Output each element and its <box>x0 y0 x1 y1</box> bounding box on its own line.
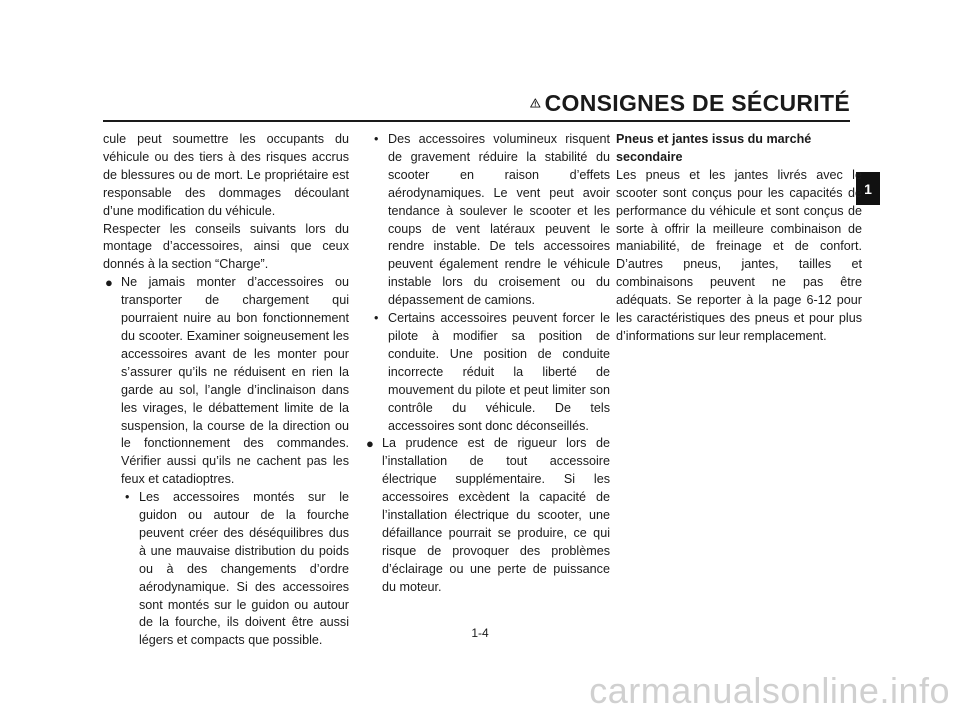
subbullet-text: Certains accessoires peuvent forcer le pilote à modifier sa position de conduite. Une position de conduite incorrecte réduit la liberté de mouvement du pilote et peut limiter son contrôle du véhicule. De tels accessoires sont donc déconseillés. <box>388 311 610 433</box>
watermark: carmanualsonline.info <box>589 670 950 711</box>
bullet-item <box>103 274 349 489</box>
chapter-tab: 1 <box>856 172 880 205</box>
subbullet-text: Les accessoires montés sur le guidon ou autour de la fourche peuvent créer des déséquilibres dus à une mauvaise distribution du poids ou à des changements d’ordre aérodynamique. Si des accessoires sont montés sur le guidon ou autour de la fourche, ils doivent être aussi légers et compacts que possible. <box>139 490 349 648</box>
section-title: CONSIGNES DE SÉCURITÉ <box>544 89 850 116</box>
text-column-1 <box>103 131 349 650</box>
bullet-item <box>364 435 610 596</box>
subbullet-item <box>103 489 349 650</box>
subbullet-marker: • <box>125 490 130 505</box>
text-column-3 <box>616 131 862 346</box>
bullet-marker: ● <box>366 436 374 452</box>
page-header <box>530 86 850 120</box>
subbullet-marker: • <box>374 311 379 326</box>
bullet-marker: ● <box>105 275 113 291</box>
accessories-paragraph: Respecter les conseils suivants lors du montage d’accessoires, ainsi que ceux donnés à la section “Charge”. <box>103 221 349 272</box>
subbullet-item <box>364 131 610 310</box>
text-column-2 <box>364 131 610 597</box>
subbullet-marker: • <box>374 132 379 146</box>
subbullet-item <box>364 310 610 435</box>
bullet-text: La prudence est de rigueur lors de l’installation de tout accessoire électrique supplémentaire. Si les accessoires excèdent la capacité de l’installation électrique du scooter, une défaillance pourrait se produire, ce qui risque de provoquer des problèmes d’éclairage ou une perte de puissance du moteur. <box>382 436 610 594</box>
bullet-text: Ne jamais monter d’accessoires ou transporter de chargement qui pourraient nuire au bon fonctionnement du scooter. Examiner soigneusement les accessoires avant de les monter pour s’assurer qu’ils ne réduisent en rien la garde au sol, l’angle d’inclinaison dans les virages, le débattement limite de la suspension, la course de la direction ou le fonctionnement des commandes. Vérifier aussi qu’ils ne cachent pas les feux et catadioptres. <box>121 275 349 487</box>
subbullet-text: Des accessoires volumineux risquent de gravement réduire la stabilité du scooter en raison d’effets aérodynamiques. Le vent peut avoir tendance à soulever le scooter et les coups de vent latéraux peuvent le rendre instable. De tels accessoires peuvent également rendre le véhicule instable lors du croisement ou du dépassement de camions. <box>388 132 610 308</box>
tires-paragraph: Les pneus et les jantes livrés avec le scooter sont conçus pour les capacités de performance du véhicule et sont conçus de sorte à offrir la meilleure combinaison de maniabilité, de freinage et de confort. D’autres pneus, jantes, tailles et combinaisons peuvent ne pas être adéquats. Se reporter à la page 6-12 pour les caractéristiques des pneus et pour plus d’informations sur leur remplacement. <box>616 167 862 343</box>
page-number: 1-4 <box>471 626 489 640</box>
subsection-heading: Pneus et jantes issus du marché secondaire <box>616 132 812 164</box>
warning-triangle-icon <box>530 91 541 115</box>
header-divider <box>103 120 850 122</box>
intro-paragraph: cule peut soumettre les occupants du véhicule ou des tiers à des risques accrus de blessures ou de mort. Le propriétaire est responsable des dommages découlant d’une modification du véhicule. <box>103 132 349 218</box>
